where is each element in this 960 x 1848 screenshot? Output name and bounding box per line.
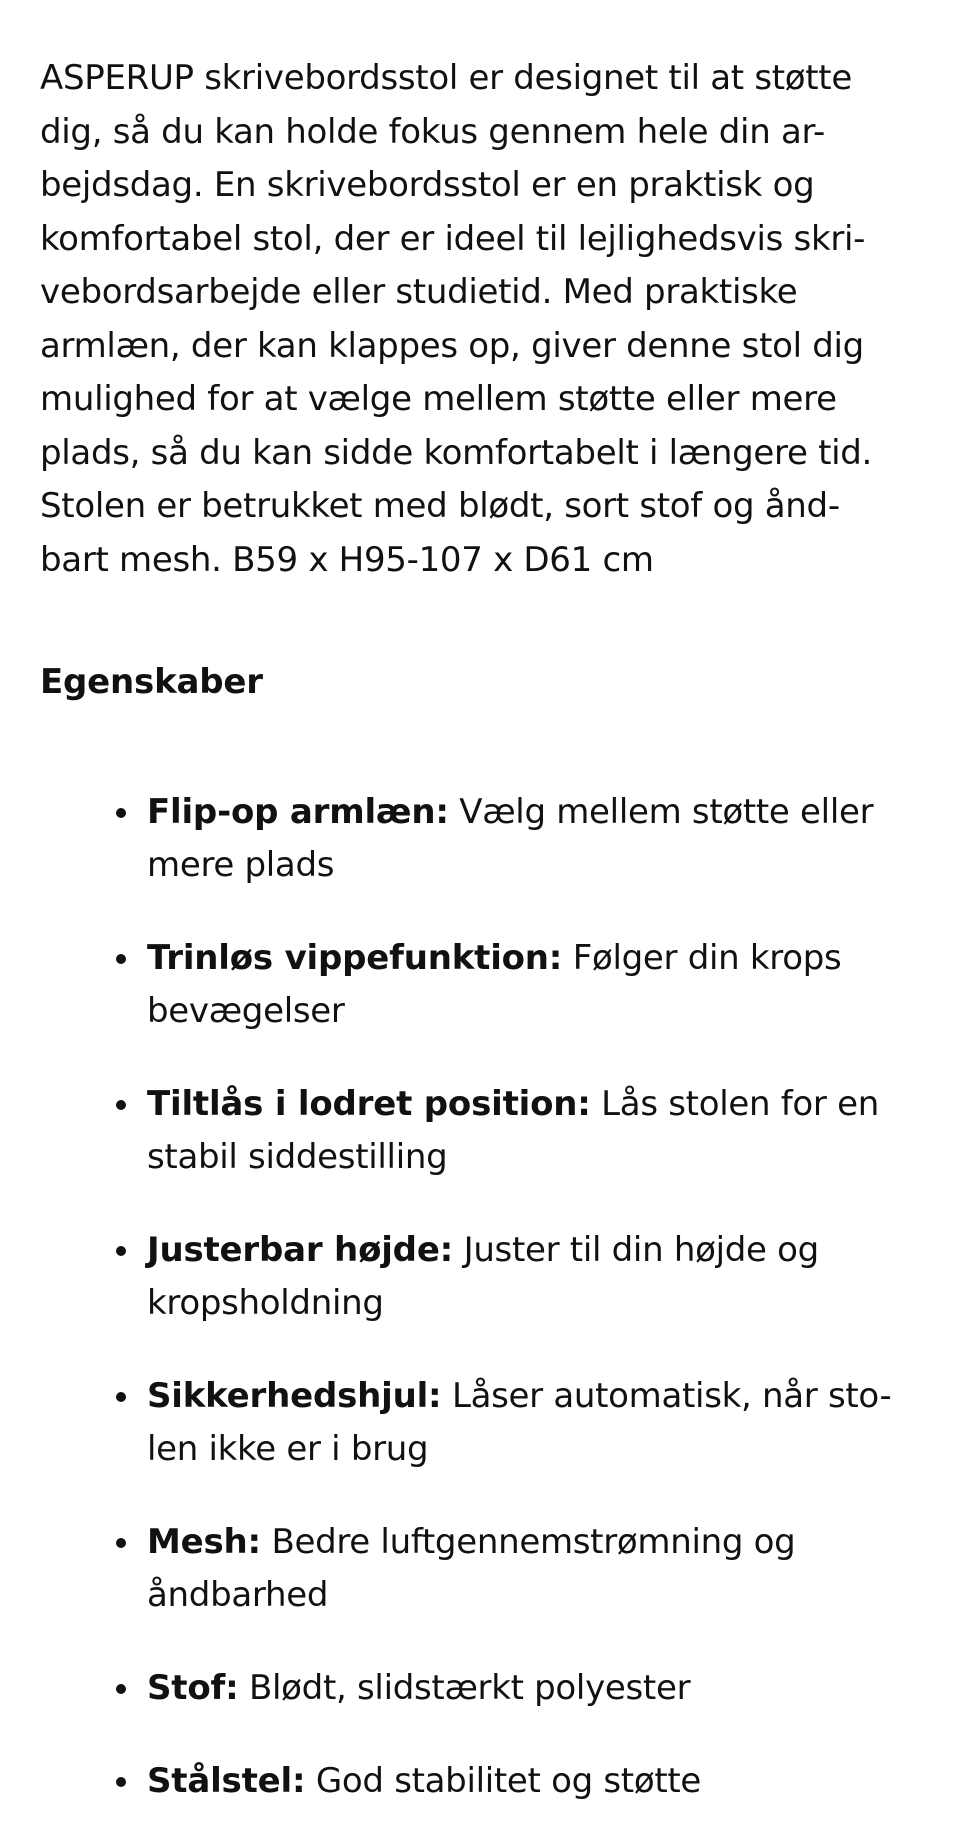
feature-text: Følger din krops bbox=[562, 938, 842, 978]
feature-term: Justerbar højde: bbox=[147, 1230, 454, 1270]
feature-line bbox=[147, 1370, 960, 1423]
feature-term: Tiltlås i lodret position: bbox=[147, 1084, 591, 1124]
feature-text: Bedre luftgennemstrømning og bbox=[260, 1522, 796, 1562]
description-line: bejdsdag. En skrivebordsstol er en praktisk og bbox=[40, 165, 815, 205]
feature-term: Sikkerhedshjul: bbox=[147, 1376, 442, 1416]
feature-item bbox=[0, 1224, 960, 1330]
feature-text: God stabilitet og støtte bbox=[305, 1761, 701, 1801]
feature-line bbox=[147, 1078, 960, 1131]
description-line: dig, så du kan holde fokus gennem hele din ar- bbox=[40, 111, 825, 152]
feature-term: Stålstel: bbox=[147, 1761, 306, 1801]
product-description bbox=[40, 52, 920, 587]
feature-text-continued: åndbarhed bbox=[147, 1575, 329, 1615]
feature-text: Lås stolen for en bbox=[590, 1084, 879, 1124]
description-line: komfortabel stol, der er ideel til lejlighedsvis skri- bbox=[40, 218, 866, 259]
bullet-icon bbox=[116, 1777, 126, 1787]
bullet-icon bbox=[116, 1100, 126, 1110]
feature-item bbox=[0, 1516, 960, 1622]
feature-term: Mesh: bbox=[147, 1522, 261, 1562]
features-list bbox=[0, 786, 960, 1848]
bullet-icon bbox=[116, 1538, 126, 1548]
features-heading: Egenskaber bbox=[40, 662, 263, 702]
description-line: vebordsarbejde eller studietid. Med praktiske bbox=[40, 272, 798, 312]
feature-item bbox=[0, 1662, 960, 1715]
feature-item bbox=[0, 932, 960, 1038]
description-line: mulighed for at vælge mellem støtte eller mere bbox=[40, 379, 837, 419]
description-line: ASPERUP skrivebordsstol er designet til at støtte bbox=[40, 58, 852, 98]
feature-text-continued: stabil siddestilling bbox=[147, 1137, 448, 1177]
feature-text: Juster til din højde og bbox=[453, 1230, 819, 1270]
feature-text-continued: mere plads bbox=[147, 845, 335, 885]
description-line: armlæn, der kan klappes op, giver denne stol dig bbox=[40, 325, 864, 366]
feature-term: Flip-op armlæn: bbox=[147, 792, 449, 832]
feature-item bbox=[0, 786, 960, 892]
bullet-icon bbox=[116, 1684, 126, 1694]
feature-line bbox=[147, 1516, 960, 1569]
feature-text: Låser automatisk, når sto- bbox=[441, 1376, 892, 1416]
feature-text-continued: kropsholdning bbox=[147, 1283, 384, 1323]
bullet-icon bbox=[116, 954, 126, 964]
feature-line bbox=[147, 1224, 960, 1277]
feature-line bbox=[147, 1755, 960, 1808]
feature-item bbox=[0, 1370, 960, 1476]
feature-line bbox=[147, 786, 960, 839]
feature-term: Stof: bbox=[147, 1668, 239, 1708]
feature-text: Blødt, slidstærkt polyester bbox=[238, 1668, 691, 1708]
feature-line bbox=[147, 932, 960, 985]
bullet-icon bbox=[116, 1246, 126, 1256]
feature-line bbox=[147, 1662, 960, 1715]
description-line: plads, så du kan sidde komfortabelt i længere tid. bbox=[40, 432, 873, 473]
feature-item bbox=[0, 1078, 960, 1184]
feature-text-continued: bevægelser bbox=[147, 991, 345, 1031]
feature-term: Trinløs vippefunktion: bbox=[147, 938, 563, 978]
feature-text: Vælg mellem støtte eller bbox=[448, 792, 874, 832]
description-line: bart mesh. B59 x H95-107 x D61 cm bbox=[40, 539, 654, 580]
feature-text-continued: len ikke er i brug bbox=[147, 1429, 429, 1469]
feature-item bbox=[0, 1755, 960, 1808]
bullet-icon bbox=[116, 1392, 126, 1402]
description-line: Stolen er betrukket med blødt, sort stof og ånd- bbox=[40, 486, 840, 526]
bullet-icon bbox=[116, 808, 126, 818]
